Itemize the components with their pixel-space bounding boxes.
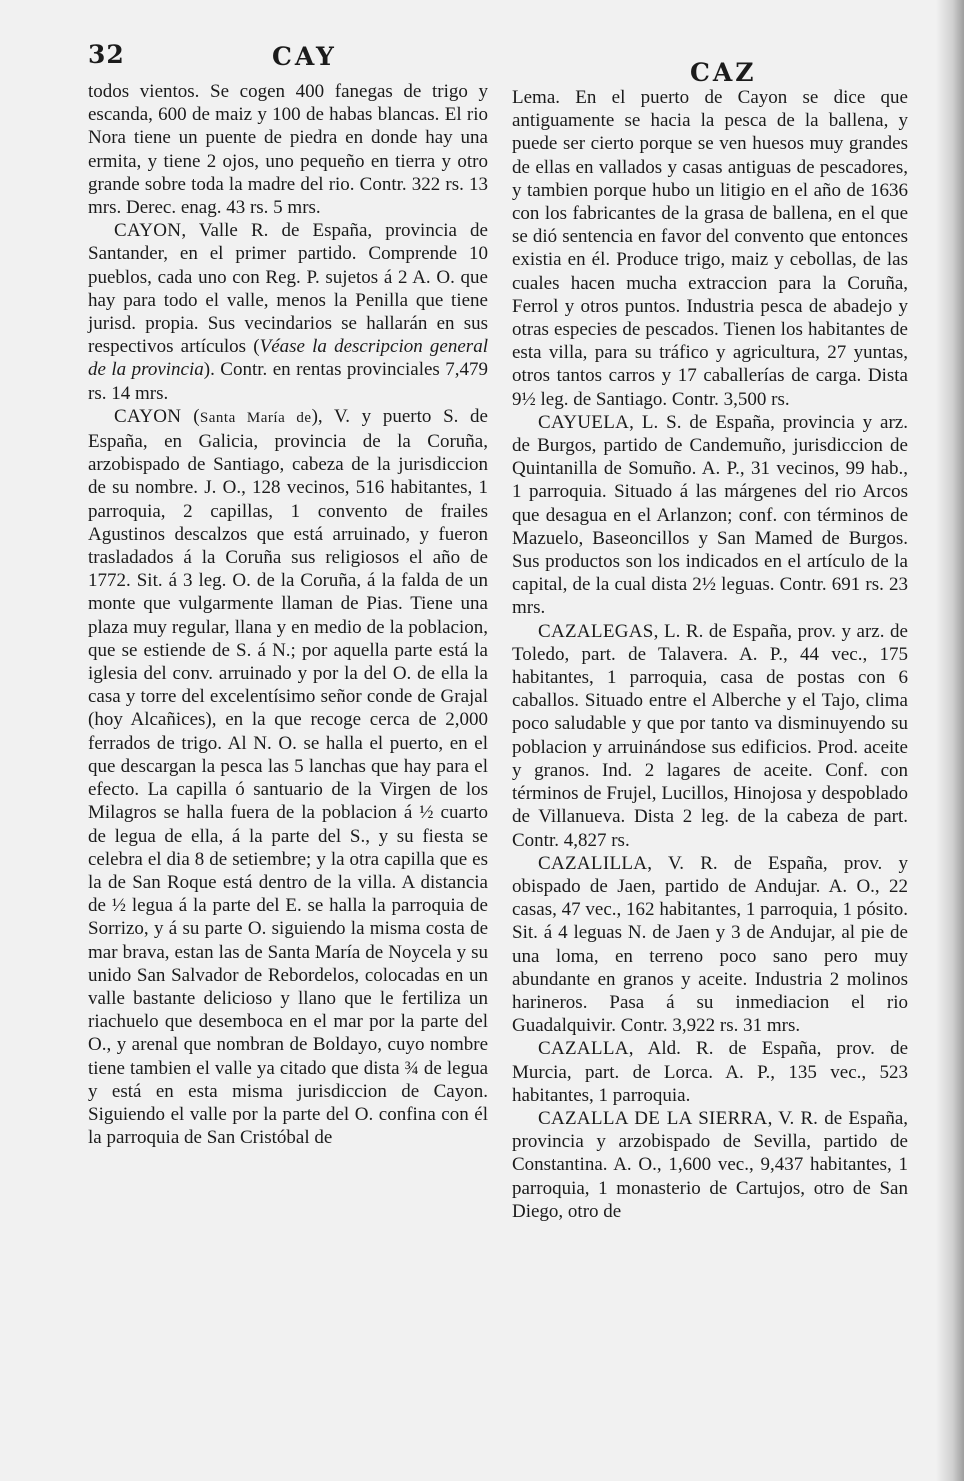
- running-head-right: CAZ: [690, 58, 757, 87]
- entry-text: , L. S. de España, provincia y arz. de Burgos, partido de Candemuño, jurisdiccion de Quintanilla de Somuño. A. P., 31 vecinos, 99 hab., 1 parroquia. Situado á las márgenes del rio Arcos que desagua en el Arlanzon; conf. con términos de Mazuelo, Baseoncillos y San Mamed de Burgos. Sus productos son los indicados en el artículo de la capital, de la cual dista 2½ leguas. Contr. 691 rs. 23 mrs.: [512, 411, 908, 619]
- dictionary-entry: [512, 411, 908, 620]
- left-column: [88, 80, 488, 1149]
- entry-text: , V. R. de España, provincia y arzobispado de Sevilla, partido de Constantina. A. O., 1,600 vec., 9,437 habitantes, 1 parroquia, 1 monasterio de Cartujos, otro de San Diego, otro de: [512, 1107, 908, 1222]
- entry-headword: CAZALLA: [538, 1038, 629, 1060]
- entry-text: , Ald. R. de España, prov. de Murcia, part. de Lorca. A. P., 135 vec., 523 habitantes, 1 parroquia.: [512, 1038, 908, 1106]
- continued-paragraph: todos vientos. Se cogen 400 fanegas de trigo y escanda, 600 de maiz y 100 de habas blancas. El rio Nora tiene un puente de piedra en donde hay una ermita, y tiene 2 ojos, uno pequeño en tierra y otro grande sobre toda la madre del rio. Contr. 322 rs. 13 mrs. Derec. enag. 43 rs. 5 mrs.: [88, 81, 488, 219]
- entry-text: , L. R. de España, prov. y arz. de Toledo, part. de Talavera. A. P., 44 vec., 175 habitantes, 1 parroquia, casa de postas con 6 caballos. Situado entre el Alberche y el Tajo, clima poco saludable y que por tanto va disminuyendo su poblacion y arruinándose sus edificios. Prod. aceite y granos. Ind. 2 lagares de aceite. Conf. con términos de Frujel, Lucillos, Hinojosa y despoblado de Villanueva. Dista 2 leg. de la cabeza de part. Contr. 4,827 rs.: [512, 620, 908, 851]
- dictionary-entry: [512, 852, 908, 1038]
- entry-headword: CAYON (: [114, 405, 200, 427]
- dictionary-entry: [88, 219, 488, 405]
- entry-headword-smallcaps: Santa María de: [199, 409, 312, 426]
- entry-headword: CAYUELA: [538, 411, 630, 433]
- entry-text: ), V. y puerto S. de España, en Galicia, provincia de la Coruña, arzobispado de Santiago, cabeza de la jurisdiccion de su nombre. J. O., 128 vecinos, 516 habitantes, 1 parroquia, 2 capillas, 1 convento de frailes Agustinos descalzos que está arruinado, y fueron trasladados á la Coruña sus religiosos el año de 1772. Sit. á 3 leg. O. de la Coruña, á la falda de un monte que vulgarmente llaman de Pias. Tiene una plaza muy regular, llana y en medio de la poblacion, que se estiende de S. á N.; por aquella parte está la iglesia del conv. arruinado y por la del O. de ella la casa y torre del excelentísimo señor conde de Grajal (hoy Alcañices), en la que recoge cerca de 2,000 ferrados de trigo. Al N. O. se halla el puerto, en el que descargan la pesca las 5 lanchas que hay para el efecto. La capilla ó santuario de la Virgen de los Milagros se halla fuera de la poblacion á ½ cuarto de legua de ella, á la parte del S., y su fiesta se celebra el dia 8 de setiembre; y la otra capilla que es la de San Roque está dentro de la villa. A distancia de ½ legua á la parte del E. se halla la parroquia de Sorrizo, y á su parte O. siguiendo la misma costa de mar brava, estan las de Santa María de Noycela y su unido San Salvador de Rebordelos, colocadas en un valle bastante delicioso y llano que le fertiliza un riachuelo que desemboca en el mar por la parte del O., y arenal que nombran de Boldayo, cuyo nombre tiene tambien el valle ya citado que dista ¾ de legua y está en esta misma jurisdiccion de Cayon. Siguiendo el valle por la parte del O. confina con él la parroquia de San Cristóbal de: [88, 405, 488, 1149]
- entry-headword: CAZALILLA: [538, 852, 648, 874]
- page-gutter-shadow: [936, 0, 964, 1481]
- entry-headword: CAZALLA DE LA SIERRA: [538, 1107, 768, 1129]
- dictionary-entry: [512, 1107, 908, 1223]
- entry-headword: CAZALEGAS: [538, 620, 654, 642]
- right-column: [512, 86, 908, 1223]
- entry-italic-reference: Véase la descripcion general de la provincia: [88, 336, 488, 381]
- running-head-left: CAY: [272, 42, 337, 71]
- entry-text: ). Contr. en rentas provinciales 7,479 rs. 14 mrs.: [88, 359, 489, 404]
- entry-text: , Valle R. de España, provincia de Santander, en el primer partido. Comprende 10 pueblos, cada uno con Reg. P. sujetos á 2 A. O. que hay para todo el valle, menos la Penilla que tiene jurisd. propia. Sus vecindarios se hallarán en sus respectivos artículos (: [88, 220, 488, 358]
- continued-paragraph: Lema. En el puerto de Cayon se dice que antiguamente se hacia la pesca de la ballena, y puede ser cierto porque se ven huesos muy grandes de ellas en vallados y casas antiguas de pescadores, y tambien porque hubo un litigio en el año de 1636 con los fabricantes de la grasa de ballena, en el que se dió sentencia en favor del convento que entonces existia en él. Produce trigo, maiz y cebollas, de las cuales hacen mucha extraccion para la Coruña, Ferrol y otros puntos. Industria pesca de abadejo y otras especies de pescados. Tienen los habitantes de esta villa, para su tráfico y agricultura, 27 yuntas, otros tantos carros y 17 caballerías de carga. Dista 9½ leg. de Santiago. Contr. 3,500 rs.: [512, 87, 908, 410]
- entry-text: , V. R. de España, prov. y obispado de Jaen, partido de Andujar. A. O., 22 casas, 47 vec., 162 habitantes, 1 parroquia, 1 pósito. Sit. á 4 leguas N. de Jaen y 3 de Andujar, al pie de una loma, en terreno poco sano pero muy abundante en granos y aceite. Industria 2 molinos harineros. Pasa á su inmediacion el rio Guadalquivir. Contr. 3,922 rs. 31 mrs.: [512, 852, 908, 1037]
- page-number: 32: [88, 40, 125, 69]
- dictionary-entry: [88, 405, 488, 1150]
- entry-headword: CAYON: [114, 220, 182, 242]
- dictionary-entry: [512, 1037, 908, 1107]
- dictionary-entry: [512, 620, 908, 852]
